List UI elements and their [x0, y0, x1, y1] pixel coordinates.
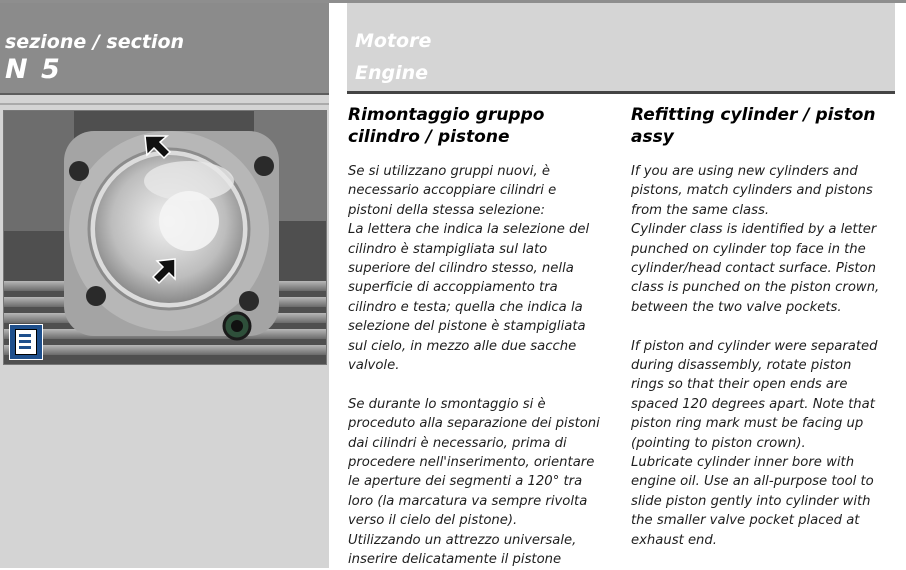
cylinder-photo-illustration — [4, 111, 326, 364]
italian-heading: Rimontaggio gruppo cilindro / pistone — [348, 105, 545, 147]
italian-paragraph-2: Se durante lo smontaggio si è proceduto alla separazione dei pistoni dai cilindri è necessario, prima di procedere nell'inserimento, orientare le aperture dei segmenti a 120° tra loro (la marcatura va sempre rivolta verso il cielo del pistone). Utilizzando un attrezzo universale, inserire delicatamente il pistone — [348, 396, 600, 568]
chapter-title-it: Motore — [355, 30, 432, 52]
section-number: N 5 — [5, 54, 62, 85]
english-paragraph-1: If you are using new cylinders and pistons, match cylinders and pistons from the same class. Cylinder class is identified by a letter punched on cylinder top face in the cylinder/head contact surface. Piston class is punched on the piston crown, between the two valve pockets. — [631, 164, 880, 315]
chapter-header-rule — [347, 91, 895, 94]
english-heading: Refitting cylinder / piston assy — [631, 105, 876, 147]
english-column — [631, 104, 903, 550]
section-header — [0, 3, 329, 93]
sidebar-divider — [0, 103, 329, 105]
italian-paragraph-1: Se si utilizzano gruppi nuovi, è necessario accoppiare cilindri e pistoni della stessa selezione: La lettera che indica la selezione del cilindro è stampigliata sul lato superiore del cilindro stesso, nella superficie di accoppiamento tra cilindro e testa; quella che indica la selezione del pistone è stampigliata sul cielo, in mezzo alle due sacche valvole. — [348, 164, 590, 374]
section-label: sezione / section — [5, 31, 185, 53]
english-paragraph-2: If piston and cylinder were separated during disassembly, rotate piston rings so that their open ends are spaced 120 degrees apart. Note that piston ring mark must be facing up (pointing to piston crown). Lubricate cylinder inner bore with engine oil. Use an all-purpose tool to slide piston gently into cylinder with the smaller valve pocket placed at exhaust end. — [631, 338, 878, 548]
italian-column — [348, 104, 618, 570]
chapter-title-en: Engine — [355, 62, 429, 84]
chapter-header — [347, 3, 895, 91]
cylinder-photo — [3, 110, 327, 365]
workshop-manual-icon — [9, 324, 43, 360]
